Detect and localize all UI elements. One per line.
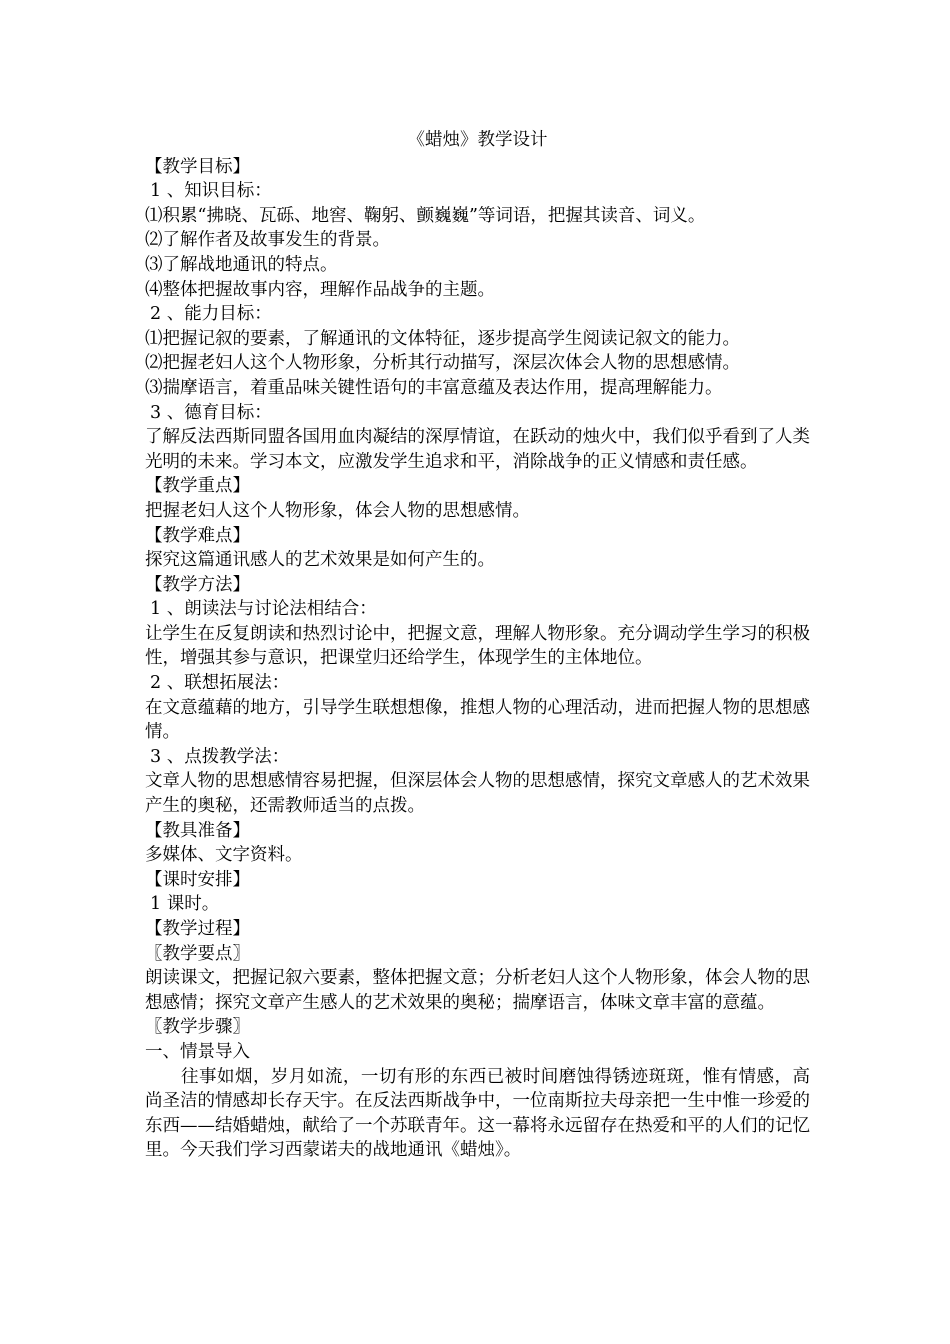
difficulty-text: 探究这篇通讯感人的艺术效果是如何产生的。: [145, 550, 495, 571]
method-1-text: 让学生在反复朗读和热烈讨论中，把握文意，理解人物形象。充分调动学生学习的积极性，增强其参与意识，把课堂归还给学生，体现学生的主体地位。: [145, 623, 810, 669]
schedule-text: 1 课时。: [150, 894, 220, 915]
section-header-goals: 【教学目标】: [145, 156, 250, 177]
teaching-points-paragraph: 朗读课文，把握记叙六要素，整体把握文意；分析老妇人这个人物形象，体会人物的思想感情；探究文章产生感人的艺术效果的奥秘；揣摩语言，体味文章丰富的意蕴。: [145, 968, 810, 1013]
subsection-header-moral: 3 、德育目标：: [150, 402, 272, 423]
knowledge-item-2: ⑵了解作者及故事发生的背景。: [145, 230, 390, 251]
section-header-difficulty: 【教学难点】: [145, 525, 250, 546]
section-header-schedule: 【课时安排】: [145, 869, 250, 890]
knowledge-item-1: ⑴积累“拂晓、瓦砾、地窖、鞠躬、颤巍巍”等词语，把握其读音、词义。: [145, 205, 706, 226]
document-body: [145, 128, 810, 1163]
step-1-paragraph: 往事如烟，岁月如流，一切有形的东西已被时间磨蚀得锈迹斑斑，惟有情感，高尚圣洁的情感却长存天宇。在反法西斯战争中，一位南斯拉夫母亲把一生中惟一珍爱的东西——结婚蜡烛，献给了一个苏联青年。这一幕将永远留存在热爱和平的人们的记忆里。今天我们学习西蒙诺夫的战地通讯《蜡烛》。: [145, 1066, 810, 1161]
subsection-header-teaching-points: 〖教学要点〗: [145, 943, 250, 964]
method-1-header: 1 、朗读法与讨论法相结合：: [150, 599, 377, 620]
ability-item-1: ⑴把握记叙的要素，了解通讯的文体特征，逐步提高学生阅读记叙文的能力。: [145, 328, 740, 349]
subsection-header-ability: 2 、能力目标：: [150, 304, 272, 325]
knowledge-item-3: ⑶了解战地通讯的特点。: [145, 254, 338, 275]
section-header-methods: 【教学方法】: [145, 574, 250, 595]
method-3-text: 文章人物的思想感情容易把握，但深层体会人物的思想感情，探究文章感人的艺术效果产生的奥秘，还需教师适当的点拨。: [145, 771, 810, 817]
section-header-tools: 【教具准备】: [145, 820, 250, 841]
moral-paragraph: 了解反法西斯同盟各国用血肉凝结的深厚情谊，在跃动的烛火中，我们似乎看到了人类光明的未来。学习本文，应激发学生追求和平，消除战争的正义情感和责任感。: [145, 427, 810, 472]
knowledge-item-4: ⑷整体把握故事内容，理解作品战争的主题。: [145, 279, 495, 300]
ability-item-3: ⑶揣摩语言，着重品味关键性语句的丰富意蕴及表达作用，提高理解能力。: [145, 377, 723, 398]
section-header-process: 【教学过程】: [145, 919, 250, 939]
ability-item-2: ⑵把握老妇人这个人物形象，分析其行动描写，深层次体会人物的思想感情。: [145, 353, 740, 374]
tools-text: 多媒体、文字资料。: [145, 845, 303, 866]
section-header-key-points: 【教学重点】: [145, 476, 250, 497]
method-2-header: 2 、联想拓展法：: [150, 673, 290, 694]
step-1-header: 一、情景导入: [145, 1041, 250, 1062]
method-2-text: 在文意蕴藉的地方，引导学生联想想像，推想人物的心理活动，进而把握人物的思想感情。: [145, 697, 810, 743]
subsection-header-teaching-steps: 〖教学步骤〗: [145, 1017, 250, 1038]
subsection-header-knowledge: 1 、知识目标：: [150, 181, 272, 202]
document-title: 《蜡烛》教学设计: [407, 130, 548, 150]
key-points-text: 把握老妇人这个人物形象，体会人物的思想感情。: [145, 500, 530, 521]
method-3-header: 3 、点拨教学法：: [150, 746, 290, 767]
